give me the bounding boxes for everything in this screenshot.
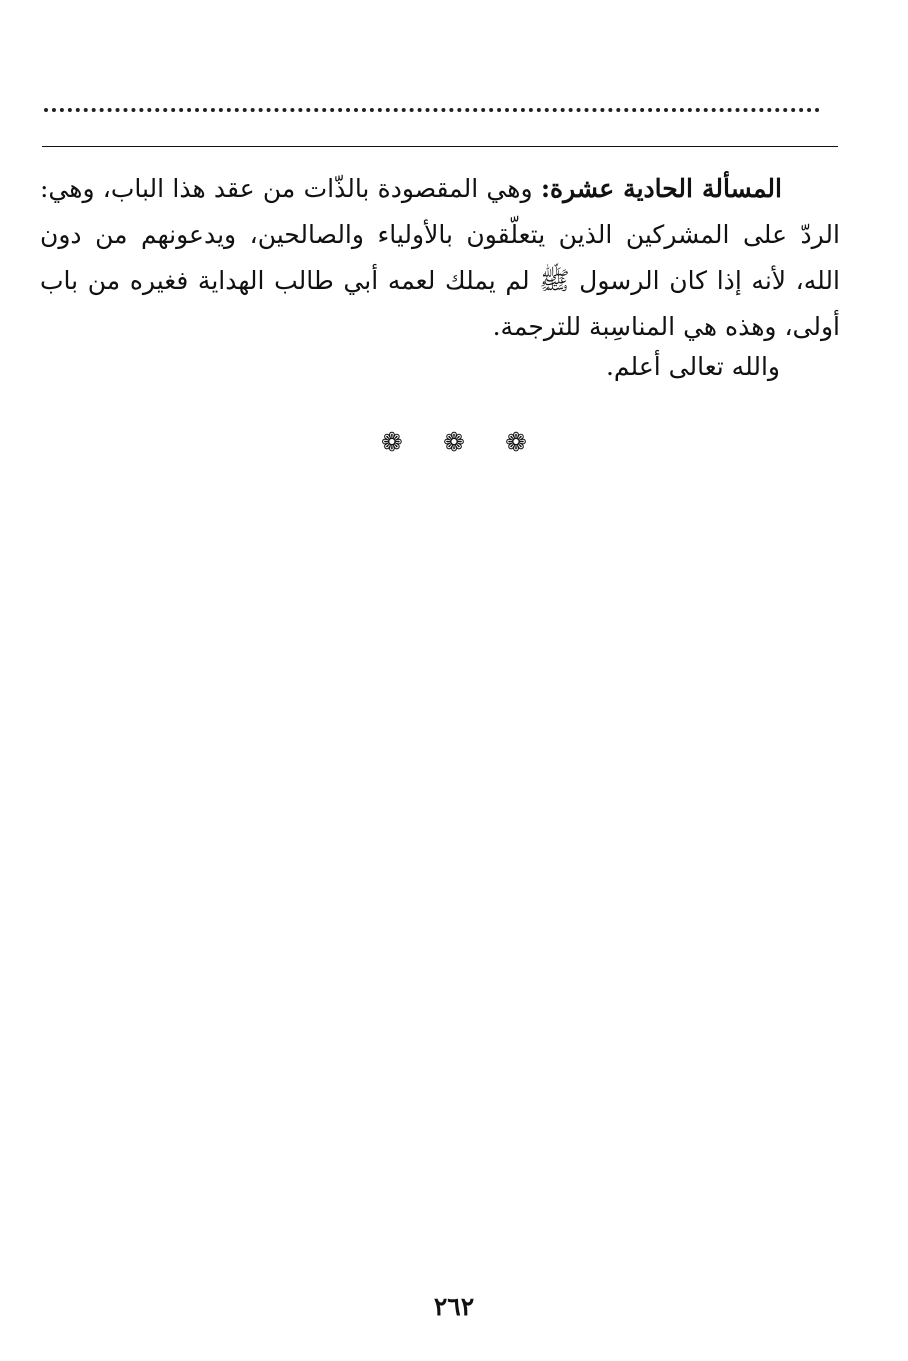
flower-ornament-icon: ❁	[443, 428, 465, 458]
closing-line: والله تعالى أعلم.	[605, 352, 780, 381]
flower-ornament-icon: ❁	[381, 428, 403, 458]
section-divider	[0, 428, 908, 458]
flower-ornament-icon: ❁	[505, 428, 527, 458]
body-paragraph	[40, 166, 840, 350]
page-number: ٢٦٢	[433, 1292, 475, 1321]
dotted-separator	[44, 108, 820, 112]
paragraph-text: وهي المقصودة بالذّات من عقد هذا الباب، وهي: الردّ على المشركين الذين يتعلّقون بالأولياء والصالحين، ويدعونهم من دون الله، لأنه إذا كان الرسول ﷺ لم يملك لعمه أبي طالب الهداية فغيره من باب أولى، وهذه هي المناسِبة للترجمة.	[40, 174, 840, 341]
horizontal-rule	[42, 146, 838, 147]
issue-heading: المسألة الحادية عشرة:	[540, 174, 782, 203]
